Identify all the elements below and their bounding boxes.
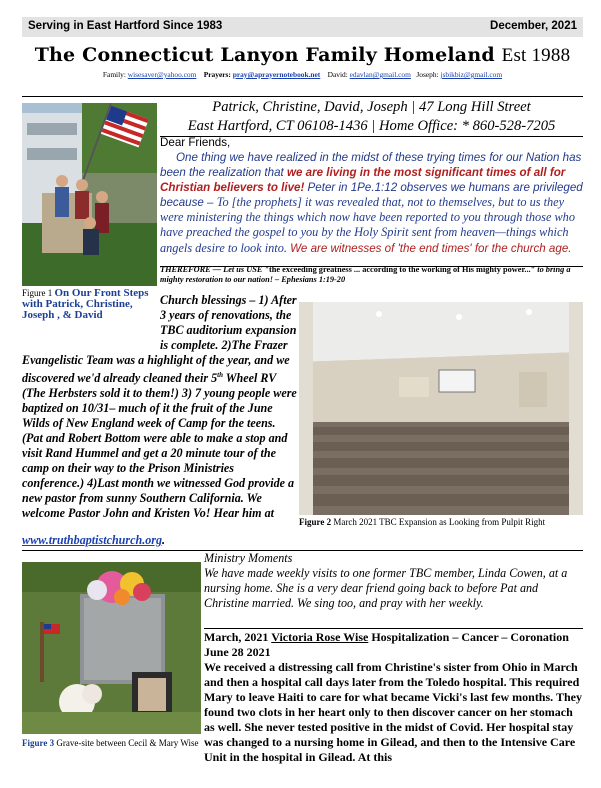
contact-family-label: Family:	[102, 70, 126, 79]
ministry-text: We have made weekly visits to one former TBC member, Linda Cowen, at a nursing home. She is a very dear friend going back to before Pat and Christine married. We sing too, and pray with her weekly.	[204, 566, 568, 610]
blessings-float-spacer	[22, 293, 160, 352]
therefore-ref: to bring a mighty restoration to our nation! – Ephesians 1:19-20	[160, 265, 571, 284]
contact-david-email[interactable]: edavlan@gmail.com	[349, 70, 411, 79]
ministry-divider	[204, 628, 583, 629]
blessings-closing	[22, 533, 583, 548]
therefore-line	[160, 265, 583, 285]
victoria-heading-name: Victoria Rose Wise	[271, 630, 369, 644]
letter-witnesses: We are witnesses of 'the end times' for the church age.	[286, 241, 572, 255]
church-website-link[interactable]: www.truthbaptistchurch.org	[22, 533, 163, 547]
header-tagline: Serving in East Hartford Since 1983	[28, 20, 223, 32]
blessings-part-1: Church blessings – 1) After 3 years of renovations, the TBC auditorium expansion is complete. 2)The Frazer Evangelistic Team was a highlight of the year, and we discovered we'd already cleaned their 5	[22, 293, 297, 386]
blessings-superscript: th	[217, 371, 223, 379]
letter-paragraph	[160, 150, 583, 256]
contact-line	[22, 70, 583, 79]
newsletter-title	[22, 44, 583, 67]
letter-scripture: To [the prophets] it was revealed that, not to themselves, but to us they were ministering the things which now have been reported to you through those who have preached the gospel to you by the Holy Spirit sent from heaven—things which angels desire to look into.	[160, 195, 575, 255]
contact-david-label: David:	[327, 70, 348, 79]
ministry-heading: Ministry Moments	[204, 551, 293, 565]
victoria-heading-rest: Hospitalization – Cancer – Coronation June 28 2021	[204, 630, 569, 659]
greeting: Dear Friends,	[160, 136, 231, 149]
header-date: December, 2021	[490, 20, 577, 32]
blessings-part-2: Wheel RV (The Herbsters sold it to them!) 3) 7 young people were baptized on 10/31– much of it the fruit of the June Wilds of New England week of Camp for the teens. (Pat and Robert Bottom were able to make a stop and visit Rand Hummel and get a 20 minute tour of the camp on their way to the Prison Ministries conference.) 4)Last month we witnessed God provide a new pastor from sunny Southern California. We welcome Pastor John and Kristen Vo! Hear him at	[22, 371, 297, 521]
figure-3-text: Grave-site between Cecil & Mary Wise	[56, 738, 199, 748]
figure-1-text: On Our Front Steps with Patrick, Christine, Joseph , & David	[22, 287, 149, 321]
newsletter-established: Est 1988	[501, 45, 571, 66]
contact-prayers-email[interactable]: pray@aprayernotebook.net	[232, 70, 321, 79]
figure-3-label: Figure 3	[22, 738, 55, 748]
contact-joseph-email[interactable]: jsbikbiz@gmail.com	[440, 70, 503, 79]
figure-1-label: Figure 1	[22, 288, 53, 298]
victoria-text: We received a distressing call from Christine's sister from Ohio in March and then a hospital call days later from the Toledo hospital. This required Mary to leave Haiti to care for what became Vicki's last few months. They found two clots in her heart only to then discover cancer on her stomach as well. She never tested positive in the midst of Covid. Her hospital stay was changed to a nursing home in Gilead, and then to the Intensive Care Unit in the hospital in Gilead. At this	[204, 660, 582, 764]
victoria-section	[204, 630, 583, 765]
address-line-2: East Hartford, CT 06108-1436 | Home Office: * 860-528-7205	[187, 118, 556, 134]
victoria-heading-date: March, 2021	[204, 630, 272, 644]
address-line-1: Patrick, Christine, David, Joseph | 47 Long Hill Street	[212, 99, 531, 115]
gravesite-photo	[22, 562, 201, 734]
auditorium-photo	[299, 302, 583, 515]
divider	[22, 96, 583, 97]
figure-3-caption	[22, 738, 201, 749]
letter-peter: Peter in 1Pe.1:12 observes we humans are privileged because –	[160, 181, 583, 210]
contact-family-email[interactable]: wisesaver@yahoo.com	[127, 70, 197, 79]
figure-2-caption	[299, 517, 583, 528]
contact-prayers-label: Prayers:	[203, 70, 231, 79]
letter-emphasis: we are living in the most significant times of all for Christian believers to live!	[160, 166, 566, 195]
family-photo	[22, 103, 157, 286]
blessings-period: .	[162, 533, 166, 547]
figure-2-text: March 2021 TBC Expansion as Looking from Pulpit Right	[333, 517, 546, 527]
blessings-wrapper	[22, 293, 297, 521]
figure-2-label: Figure 2	[299, 517, 332, 527]
therefore-quote: the exceeding greatness ... according to the working of His mighty power..."	[269, 265, 536, 274]
therefore-intro: THEREFORE — Let us USE "	[160, 265, 270, 274]
ministry-section	[204, 551, 583, 611]
header-bar	[22, 17, 583, 37]
contact-joseph-label: Joseph:	[416, 70, 439, 79]
newsletter-title-text: The Connecticut Lanyon Family Homeland	[34, 44, 495, 66]
therefore-divider	[160, 266, 583, 267]
letter-intro: One thing we have realized in the midst of these trying times for our Nation has been the realization that	[160, 151, 582, 180]
victoria-heading	[204, 630, 583, 660]
